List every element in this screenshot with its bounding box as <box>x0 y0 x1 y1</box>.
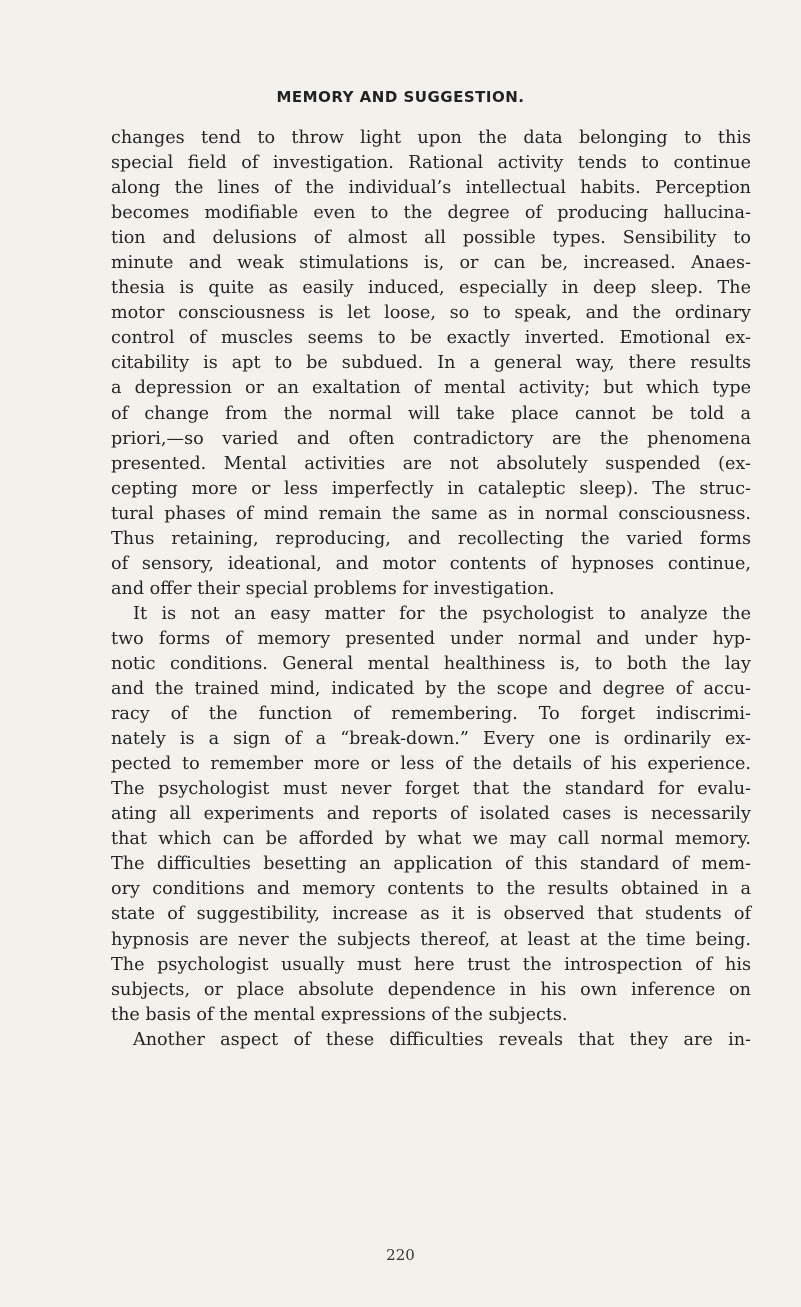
page-number: 220 <box>386 1246 415 1264</box>
text-line-14: presented. Mental activities are not absolutely suspended (ex- <box>111 453 751 474</box>
text-line-3: along the lines of the individual’s intellectual habits. Perception <box>111 178 751 199</box>
text-line-37: Another aspect of these difficulties reveals that they are in- <box>133 1029 751 1050</box>
text-line-13: priori,—so varied and often contradictory are the phenomena <box>111 428 751 449</box>
body-text <box>111 126 751 1053</box>
text-line-25: nately is a sign of a “break-down.” Every one is ordinarily ex- <box>111 729 751 750</box>
text-line-21: two forms of memory presented under normal and under hyp- <box>111 628 751 649</box>
text-line-15: cepting more or less imperfectly in cataleptic sleep). The struc- <box>111 478 751 499</box>
text-line-22: notic conditions. General mental healthiness is, to both the lay <box>111 653 751 674</box>
running-head: MEMORY AND SUGGESTION. <box>276 88 525 106</box>
text-line-11: a depression or an exaltation of mental activity; but which type <box>111 378 751 399</box>
text-line-30: The difficulties besetting an application of this standard of mem- <box>111 854 751 875</box>
text-line-1: changes tend to throw light upon the data belonging to this <box>111 128 751 148</box>
text-line-17: Thus retaining, reproducing, and recollecting the varied forms <box>111 528 751 549</box>
text-line-32: state of suggestibility, increase as it is observed that students of <box>111 904 751 925</box>
text-line-23: and the trained mind, indicated by the scope and degree of accu- <box>111 679 751 700</box>
text-line-16: tural phases of mind remain the same as in normal consciousness. <box>111 503 751 524</box>
text-line-12: of change from the normal will take place cannot be told a <box>111 403 751 424</box>
text-line-19: and offer their special problems for investigation. <box>111 578 555 599</box>
text-line-9: control of muscles seems to be exactly inverted. Emotional ex- <box>111 328 751 349</box>
text-line-36: the basis of the mental expressions of the subjects. <box>111 1004 568 1025</box>
text-line-10: citability is apt to be subdued. In a general way, there results <box>111 353 751 374</box>
text-line-35: subjects, or place absolute dependence in his own inference on <box>111 979 751 1000</box>
text-line-24: racy of the function of remembering. To forget indiscrimi- <box>111 704 751 725</box>
text-line-8: motor consciousness is let loose, so to speak, and the ordinary <box>111 303 751 324</box>
text-line-29: that which can be afforded by what we may call normal memory. <box>111 829 751 850</box>
text-line-34: The psychologist usually must here trust the introspection of his <box>111 954 751 975</box>
text-line-20: It is not an easy matter for the psychologist to analyze the <box>133 603 751 624</box>
text-line-6: minute and weak stimulations is, or can be, increased. Anaes- <box>111 253 751 274</box>
text-line-4: becomes modifiable even to the degree of producing hallucina- <box>111 203 751 224</box>
text-line-27: The psychologist must never forget that the standard for evalu- <box>111 779 751 800</box>
text-line-33: hypnosis are never the subjects thereof, at least at the time being. <box>111 929 751 950</box>
text-line-5: tion and delusions of almost all possible types. Sensibility to <box>111 228 751 249</box>
text-line-31: ory conditions and memory contents to the results obtained in a <box>111 879 751 900</box>
text-line-2: special field of investigation. Rational activity tends to continue <box>111 153 751 174</box>
text-line-28: ating all experiments and reports of isolated cases is necessarily <box>111 804 751 825</box>
text-line-7: thesia is quite as easily induced, especially in deep sleep. The <box>111 278 751 299</box>
text-line-26: pected to remember more or less of the details of his experience. <box>111 754 751 775</box>
text-line-18: of sensory, ideational, and motor contents of hypnoses continue, <box>111 553 751 574</box>
